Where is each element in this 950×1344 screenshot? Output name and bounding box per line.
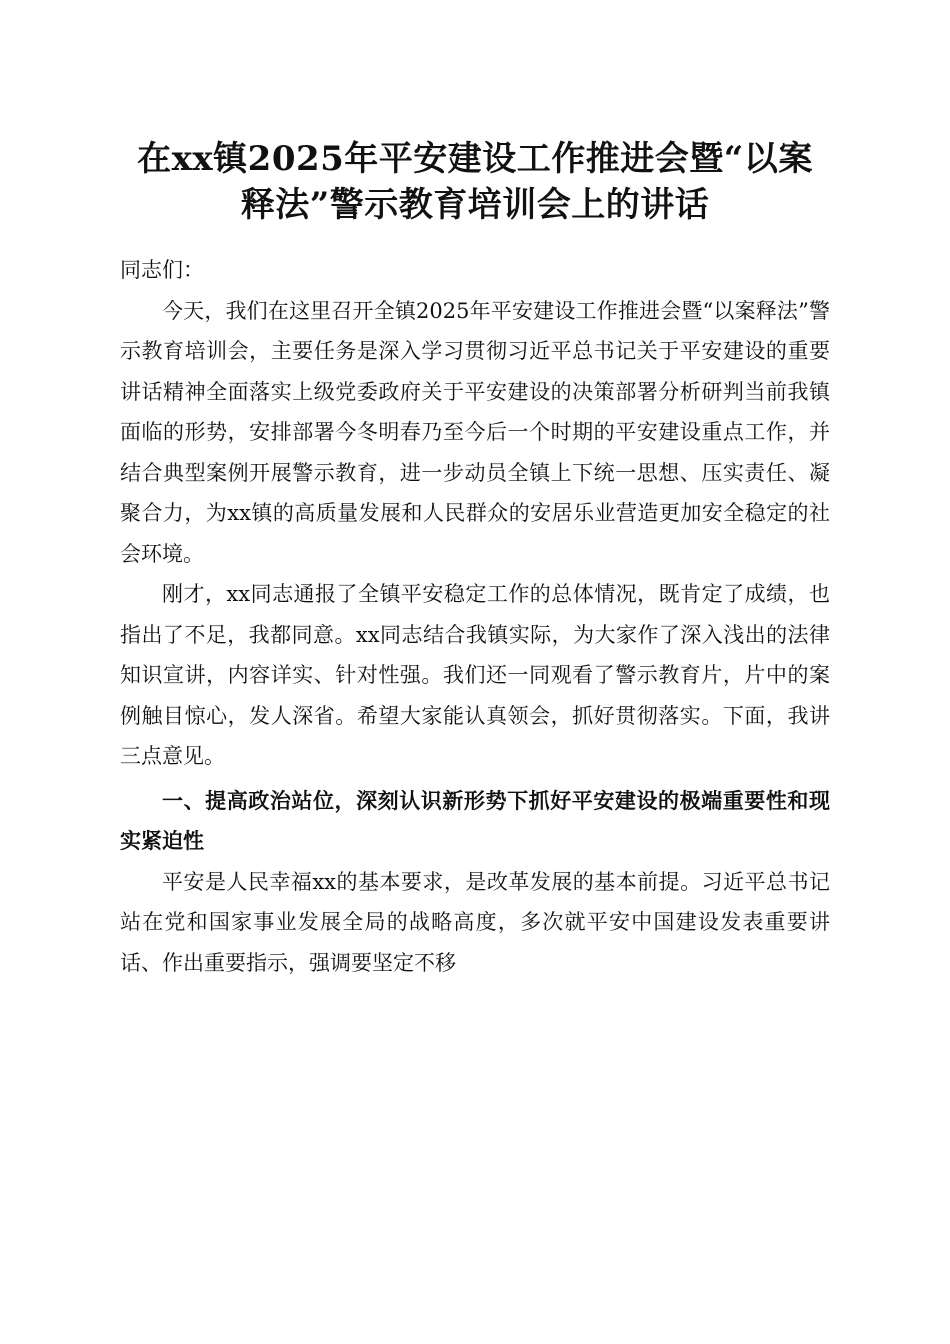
body-paragraph: 今天，我们在这里召开全镇2025年平安建设工作推进会暨“以案释法”警示教育培训会，主要任务是深入学习贯彻习近平总书记关于平安建设的重要讲话精神全面落实上级党委政府关于平安建设的决策部署分析研判当前我镇面临的形势，安排部署今冬明春乃至今后一个时期的平安建设重点工作，并结合典型案例开展警示教育，进一步动员全镇上下统一思想、压实责任、凝聚合力，为xx镇的高质量发展和人民群众的安居乐业营造更加安全稳定的社会环境。 [120,298,830,566]
document-title [118,136,832,228]
body-paragraph: 刚才，xx同志通报了全镇平安稳定工作的总体情况，既肯定了成绩，也指出了不足，我都同意。xx同志结合我镇实际，为大家作了深入浅出的法律知识宣讲，内容详实、针对性强。我们还一同观看了警示教育片，片中的案例触目惊心，发人深省。希望大家能认真领会，抓好贯彻落实。下面，我讲三点意见。 [120,582,830,768]
section-heading-1: 一、提高政治站位，深刻认识新形势下抓好平安建设的极端重要性和现实紧迫性 [120,788,830,853]
salutation: 同志们： [120,258,204,282]
document-body [120,250,830,983]
body-paragraph: 平安是人民幸福xx的基本要求，是改革发展的基本前提。习近平总书记站在党和国家事业发展全局的战略高度，多次就平安中国建设发表重要讲话、作出重要指示，强调要坚定不移 [120,869,830,975]
title-line-2: 释法”警示教育培训会上的讲话 [240,185,710,225]
title-line-1: 在xx镇2025年平安建设工作推进会暨“以案 [137,139,813,179]
